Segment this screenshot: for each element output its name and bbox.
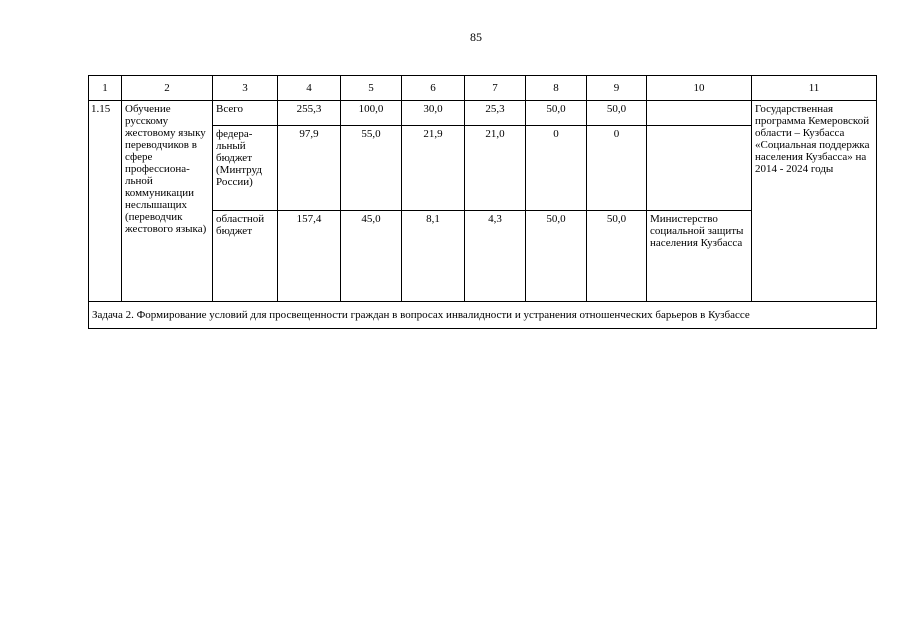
column-header: 9 [587, 76, 647, 101]
funding-source: областной бюджет [213, 211, 278, 302]
table-cell: 0 [526, 126, 587, 211]
table-cell: 45,0 [341, 211, 402, 302]
table-cell: 50,0 [587, 211, 647, 302]
table-cell: 255,3 [278, 101, 341, 126]
table-cell: 50,0 [587, 101, 647, 126]
column-header: 5 [341, 76, 402, 101]
table-cell: 25,3 [465, 101, 526, 126]
page-number: 85 [470, 30, 482, 44]
funding-source: федера-льный бюджет (Минтруд России) [213, 126, 278, 211]
column-header: 4 [278, 76, 341, 101]
column-header: 2 [122, 76, 213, 101]
table-cell: 21,9 [402, 126, 465, 211]
table-cell: 100,0 [341, 101, 402, 126]
column-header: 7 [465, 76, 526, 101]
table-cell: 50,0 [526, 101, 587, 126]
table-cell: 157,4 [278, 211, 341, 302]
column-header: 3 [213, 76, 278, 101]
column-header: 1 [89, 76, 122, 101]
table-header-row [89, 76, 877, 101]
funding-source: Всего [213, 101, 278, 126]
column-header: 10 [647, 76, 752, 101]
table-row [89, 101, 877, 126]
table-cell: 55,0 [341, 126, 402, 211]
table-cell: 21,0 [465, 126, 526, 211]
executor-cell: Министерство социальной защиты населения Кузбасса [647, 211, 752, 302]
column-header: 11 [752, 76, 877, 101]
program-table [88, 75, 877, 329]
executor-cell [647, 101, 752, 126]
executor-cell [647, 126, 752, 211]
item-name: Обучение русскому жестовому языку переводчиков в сфере профессиона-льной коммуникации неслышащих (переводчик жестового языка) [122, 101, 213, 302]
table-cell: 50,0 [526, 211, 587, 302]
program-name: Государственная программа Кемеровской области – Кузбасса «Социальная поддержка населения Кузбасса» на 2014 - 2024 годы [752, 101, 877, 302]
table-cell: 4,3 [465, 211, 526, 302]
task-row [89, 302, 877, 329]
table-cell: 30,0 [402, 101, 465, 126]
item-id: 1.15 [89, 101, 122, 302]
column-header: 6 [402, 76, 465, 101]
table-cell: 0 [587, 126, 647, 211]
table-cell: 8,1 [402, 211, 465, 302]
table-cell: 97,9 [278, 126, 341, 211]
column-header: 8 [526, 76, 587, 101]
task-title: Задача 2. Формирование условий для просвещенности граждан в вопросах инвалидности и устранения отношенческих барьеров в Кузбассе [89, 302, 877, 329]
